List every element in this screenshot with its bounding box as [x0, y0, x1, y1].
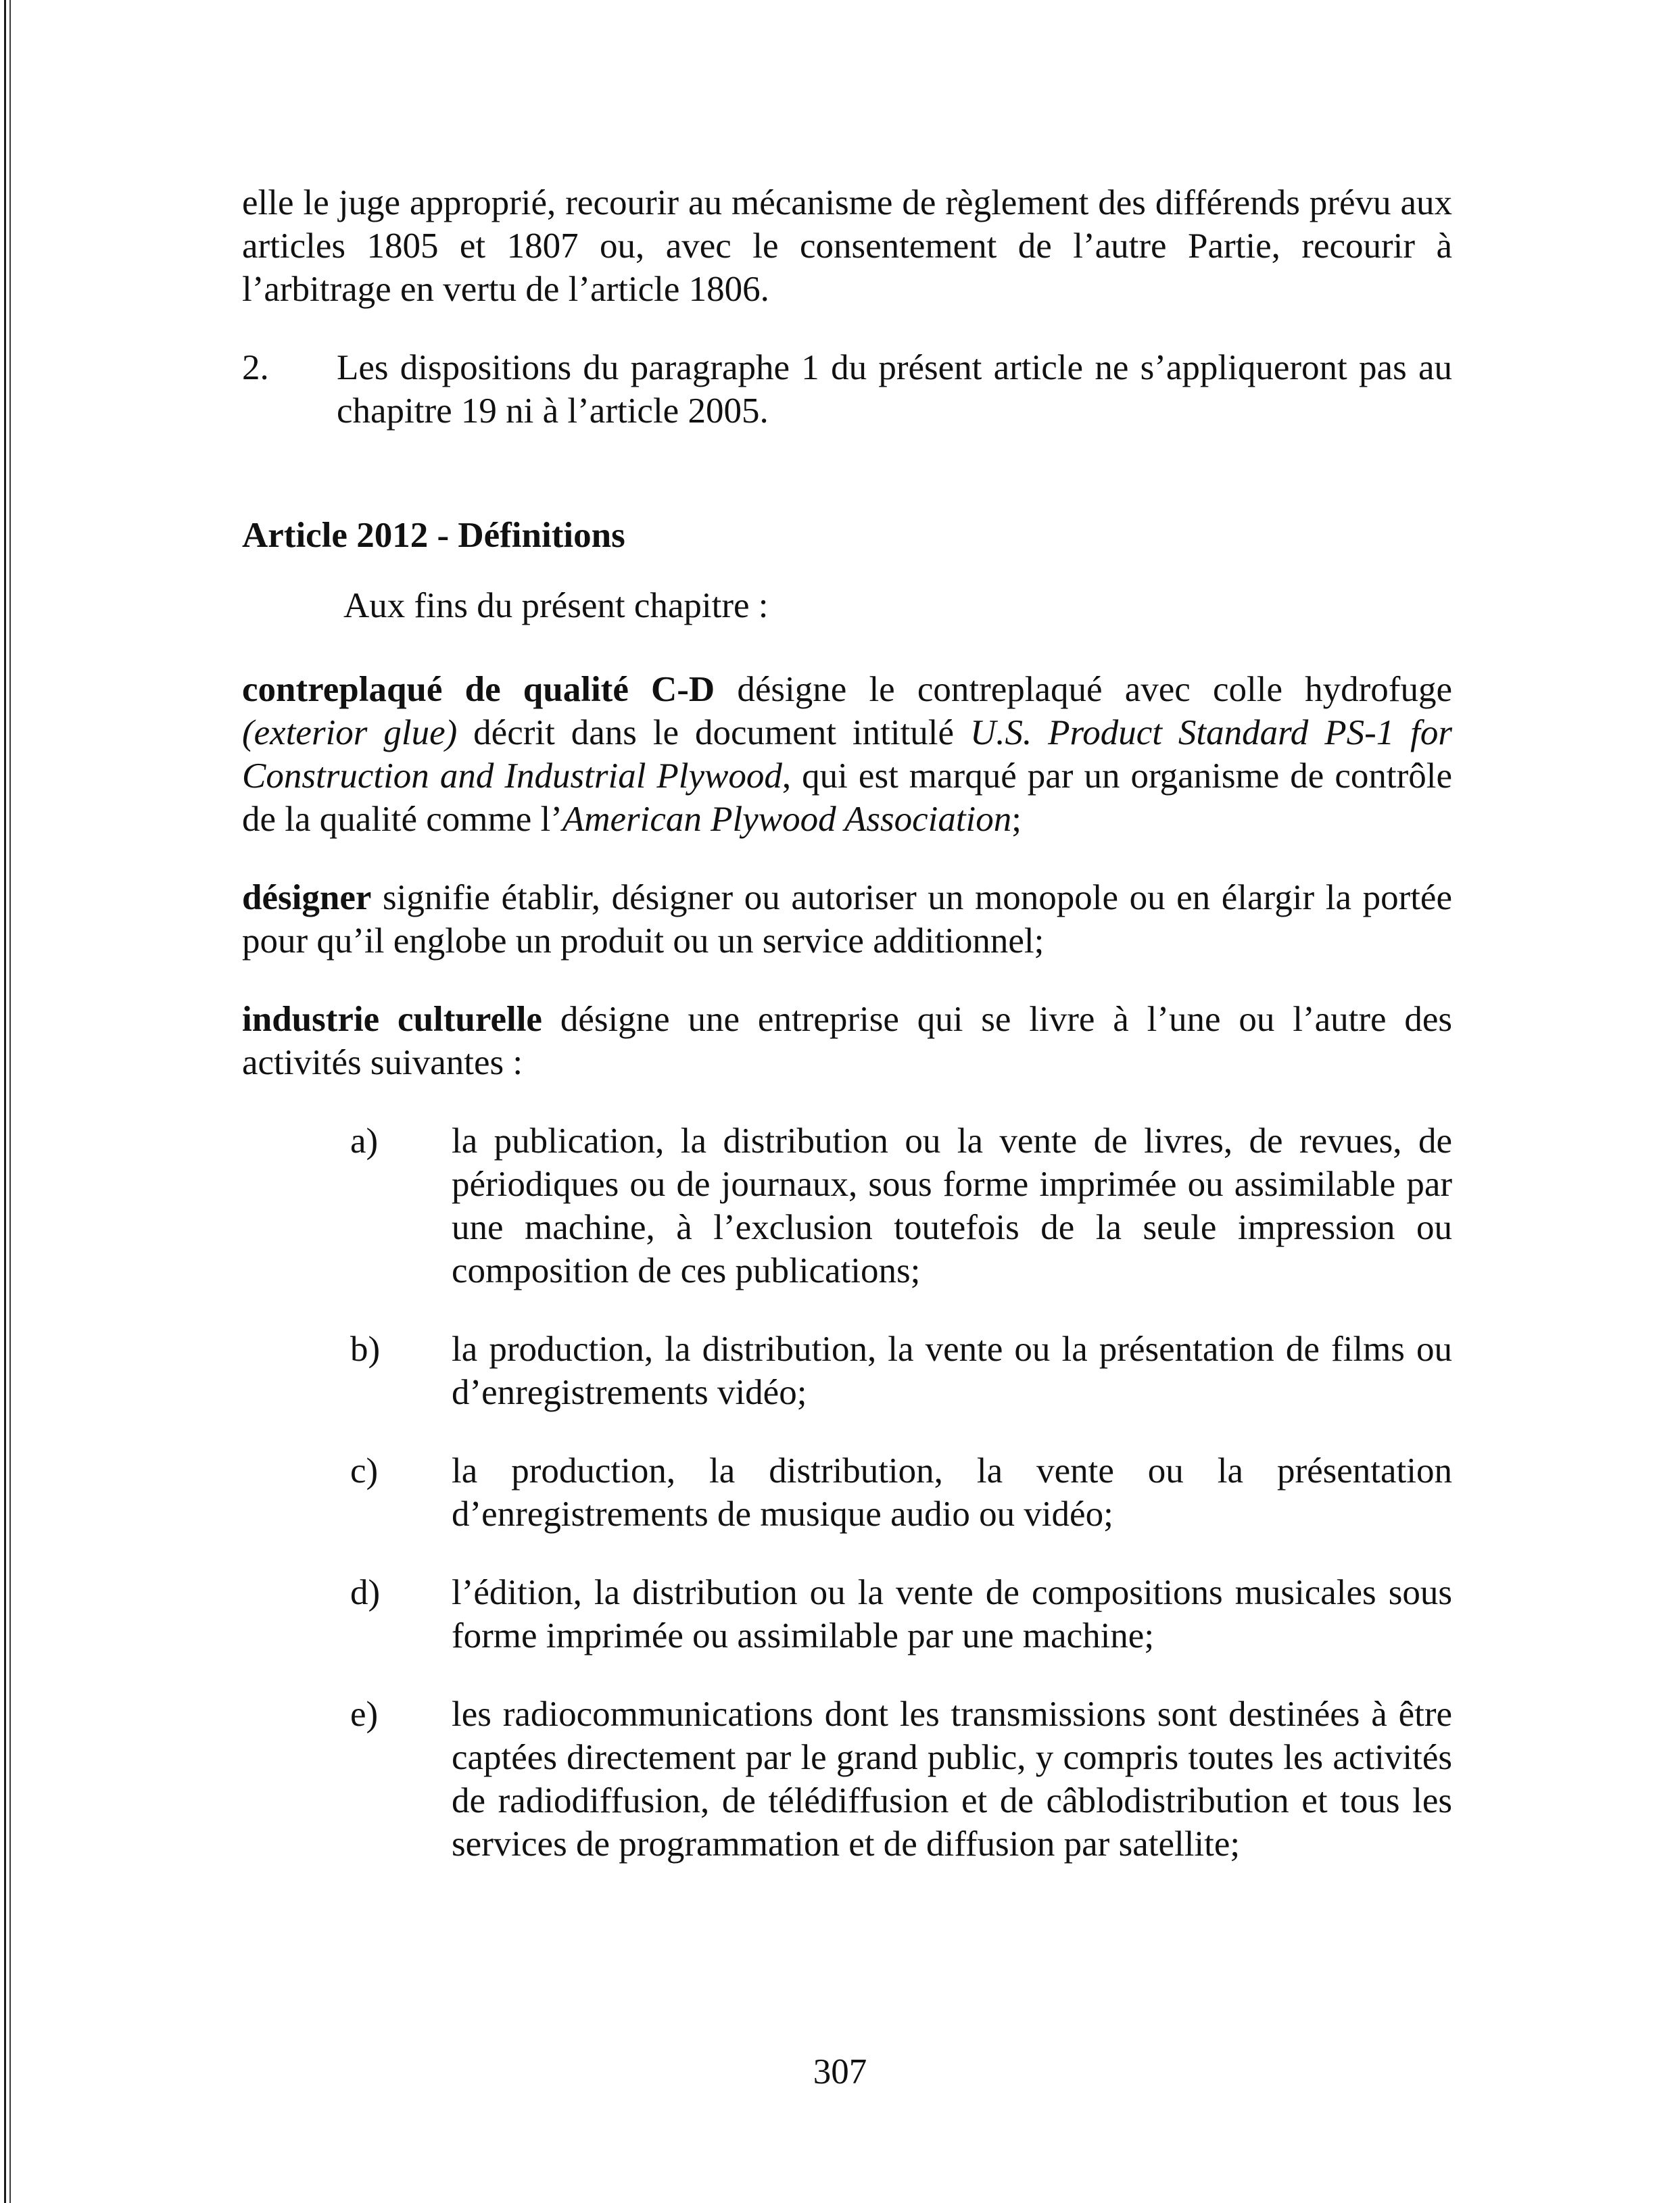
definition-designer: [242, 876, 1452, 963]
paragraph-2-number: 2.: [242, 348, 269, 387]
document-page: [242, 181, 1452, 1901]
list-item-text: la publication, la distribution ou la vente de livres, de revues, de périodiques ou de journaux, sous forme imprimée ou assimilable par une machine, à l’exclusion toutefois de la seule impression ou composition de ces publications;: [452, 1121, 1452, 1290]
page-number: 307: [813, 2052, 867, 2091]
list-item-label: d): [350, 1573, 381, 1612]
definition-italic-text: (exterior glue): [242, 713, 458, 752]
definition-text: désigne une entreprise qui se livre à l’une ou l’autre des activités suivantes :: [242, 1000, 1452, 1082]
definition-text: ;: [1011, 800, 1022, 839]
definition-term: industrie culturelle: [242, 1000, 542, 1039]
continuation-paragraph: elle le juge approprié, recourir au mécanisme de règlement des différends prévu aux articles 1805 et 1807 ou, avec le consentement de l’autre Partie, recourir à l’arbitrage en vertu de l’article 1806.: [242, 183, 1452, 309]
definition-text: désigne le contreplaqué avec colle hydrofuge: [715, 670, 1452, 709]
definition-term: désigner: [242, 878, 372, 917]
definition-contreplaque: [242, 668, 1452, 841]
definition-text: décrit dans le document intitulé: [457, 713, 970, 752]
definition-industrie-culturelle: [242, 998, 1452, 1084]
list-item: [350, 1119, 1452, 1292]
paragraph-2-text: Les dispositions du paragraphe 1 du présent article ne s’appliqueront pas au chapitre 19 ni à l’article 2005.: [337, 348, 1452, 431]
activities-list: [242, 1119, 1452, 1866]
list-item: [350, 1449, 1452, 1536]
list-item: [350, 1571, 1452, 1657]
list-item-label: e): [350, 1695, 379, 1734]
scan-edge-border: [0, 0, 18, 2203]
list-item: [350, 1693, 1452, 1866]
list-item-text: la production, la distribution, la vente ou la présentation de films ou d’enregistrements vidéo;: [452, 1330, 1452, 1412]
definition-text: signifie établir, désigner ou autoriser un monopole ou en élargir la portée pour qu’il englobe un produit ou un service additionnel;: [242, 878, 1452, 961]
list-item-text: les radiocommunications dont les transmissions sont destinées à être captées directement par le grand public, y compris toutes les activités de radiodiffusion, de télédiffusion et de câblodistribution et tous les services de programmation et de diffusion par satellite;: [452, 1695, 1452, 1864]
list-item-label: b): [350, 1330, 381, 1369]
article-intro: Aux fins du présent chapitre :: [343, 586, 769, 625]
paragraph-2: [242, 346, 1452, 433]
definition-term: contreplaqué de qualité C-D: [242, 670, 715, 709]
list-item-text: la production, la distribution, la vente ou la présentation d’enregistrements de musique audio ou vidéo;: [452, 1451, 1452, 1534]
list-item-label: a): [350, 1121, 379, 1161]
list-item-text: l’édition, la distribution ou la vente de compositions musicales sous forme imprimée ou assimilable par une machine;: [452, 1573, 1452, 1655]
definition-italic-text: U.S. Product Standard PS-1 for Construction and Industrial Plywood: [242, 713, 1452, 796]
definition-italic-text: American Plywood Association: [562, 800, 1012, 839]
definition-text: , qui est marqué par un organisme de contrôle de la qualité comme l’: [242, 756, 1452, 839]
article-title: Article 2012 - Définitions: [242, 516, 625, 555]
list-item-label: c): [350, 1451, 379, 1491]
list-item: [350, 1328, 1452, 1414]
